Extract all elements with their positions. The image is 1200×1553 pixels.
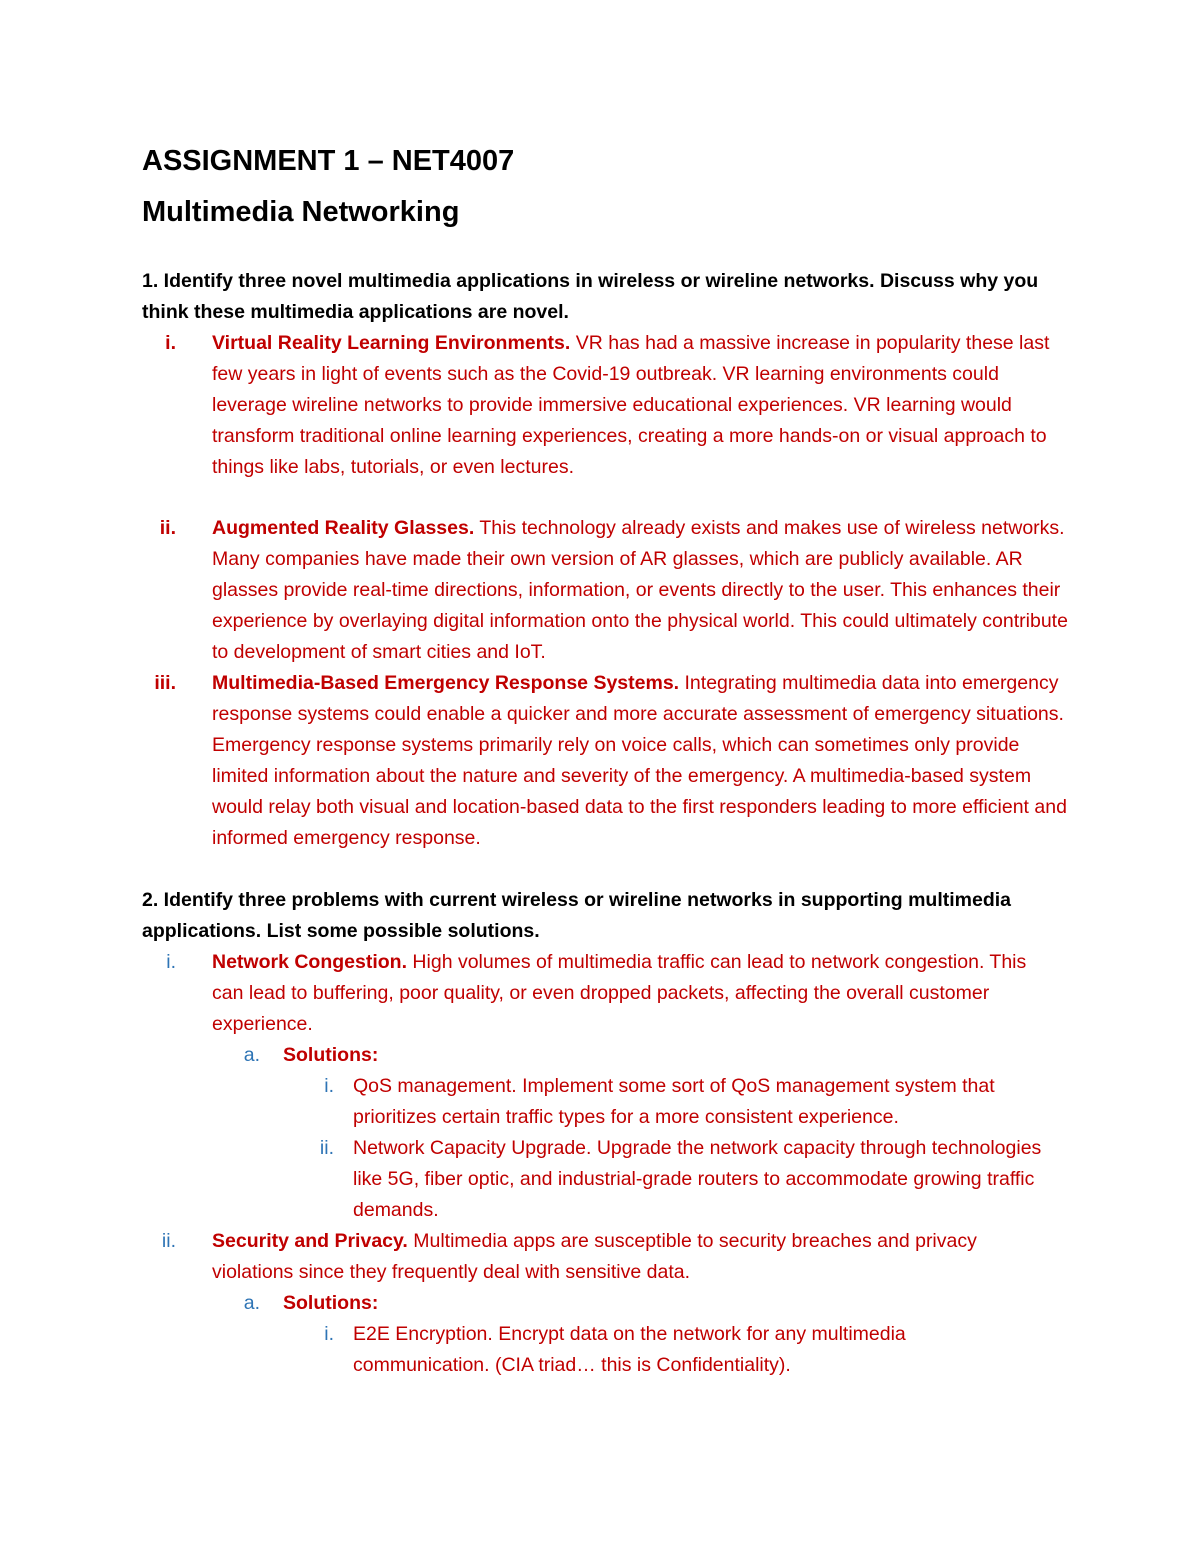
q1-item-1 [212,328,1072,483]
q1-item-3-text: Integrating multimedia data into emergency response systems could enable a quicker and more accurate assessment of emergency situations. Emergency response systems primarily rely on voice calls, which can sometimes only provide limited information about the nature and severity of the emergency. A multimedia-based system would relay both visual and location-based data to the first responders leading to more efficient and informed emergency response. [212,672,1067,849]
question-1-prompt: 1. Identify three novel multimedia applications in wireless or wireline networks. Discuss why you think these multimedia applications are novel. [142,270,1039,323]
q1-item-1-term: Virtual Reality Learning Environments. [212,332,571,354]
question-2-prompt: 2. Identify three problems with current wireless or wireline networks in supporting multimedia applications. List some possible solutions. [142,889,1012,942]
q2-item-1 [212,947,1062,1040]
q2-item-2 [212,1226,1062,1288]
q1-item-2-term: Augmented Reality Glasses. [212,517,475,539]
q2-item-1-solution-2: Network Capacity Upgrade. Upgrade the network capacity through technologies like 5G, fiber optic, and industrial-grade routers to accommodate growing traffic demands. [353,1137,1042,1221]
q2-item-1-number: i. [166,951,176,973]
q2-item-1-term: Network Congestion. [212,951,408,973]
q2-item-1-solution-2-number: ii. [319,1137,334,1159]
q2-item-2-solutions-letter: a. [243,1292,260,1314]
q2-item-2-term: Security and Privacy. [212,1230,408,1252]
q1-item-1-number: i. [165,332,176,354]
q2-item-1-text: High volumes of multimedia traffic can lead to network congestion. This can lead to buffering, poor quality, or even dropped packets, affecting the overall customer experience. [212,951,1027,1035]
q1-item-1-text: VR has had a massive increase in popularity these last few years in light of events such as the Covid-19 outbreak. VR learning environments could leverage wireline networks to provide immersive educational experiences. VR learning would transform traditional online learning experiences, creating a more hands-on or visual approach to things like labs, tutorials, or even lectures. [212,332,1050,478]
q1-item-2-number: ii. [159,517,176,539]
q2-item-1-solutions-letter: a. [243,1044,260,1066]
q1-item-3 [212,668,1072,854]
q2-item-1-solution-1-number: i. [324,1075,334,1097]
q2-item-2-text: Multimedia apps are susceptible to security breaches and privacy violations since they frequently deal with sensitive data. [212,1230,977,1283]
q2-item-2-solution-1: E2E Encryption. Encrypt data on the network for any multimedia communication. (CIA triad… this is Confidentiality). [353,1323,906,1376]
q1-item-3-number: iii. [154,672,176,694]
q2-item-1-solutions-label: Solutions: [283,1044,379,1066]
q1-item-2-text: This technology already exists and makes use of wireless networks. Many companies have made their own version of AR glasses, which are publicly available. AR glasses provide real-time directions, information, or events directly to the user. This enhances their experience by overlaying digital information onto the physical world. This could ultimately contribute to development of smart cities and IoT. [212,517,1068,663]
q2-item-2-number: ii. [161,1230,176,1252]
course-subtitle: Multimedia Networking [142,196,460,228]
q2-item-2-solutions-label: Solutions: [283,1292,379,1314]
q2-item-1-solution-1: QoS management. Implement some sort of QoS management system that prioritizes certain traffic types for a more consistent experience. [353,1075,995,1128]
assignment-title: ASSIGNMENT 1 – NET4007 [142,145,515,177]
q2-item-2-solution-1-number: i. [324,1323,334,1345]
q1-item-3-term: Multimedia-Based Emergency Response Systems. [212,672,680,694]
q1-item-2 [212,513,1072,668]
